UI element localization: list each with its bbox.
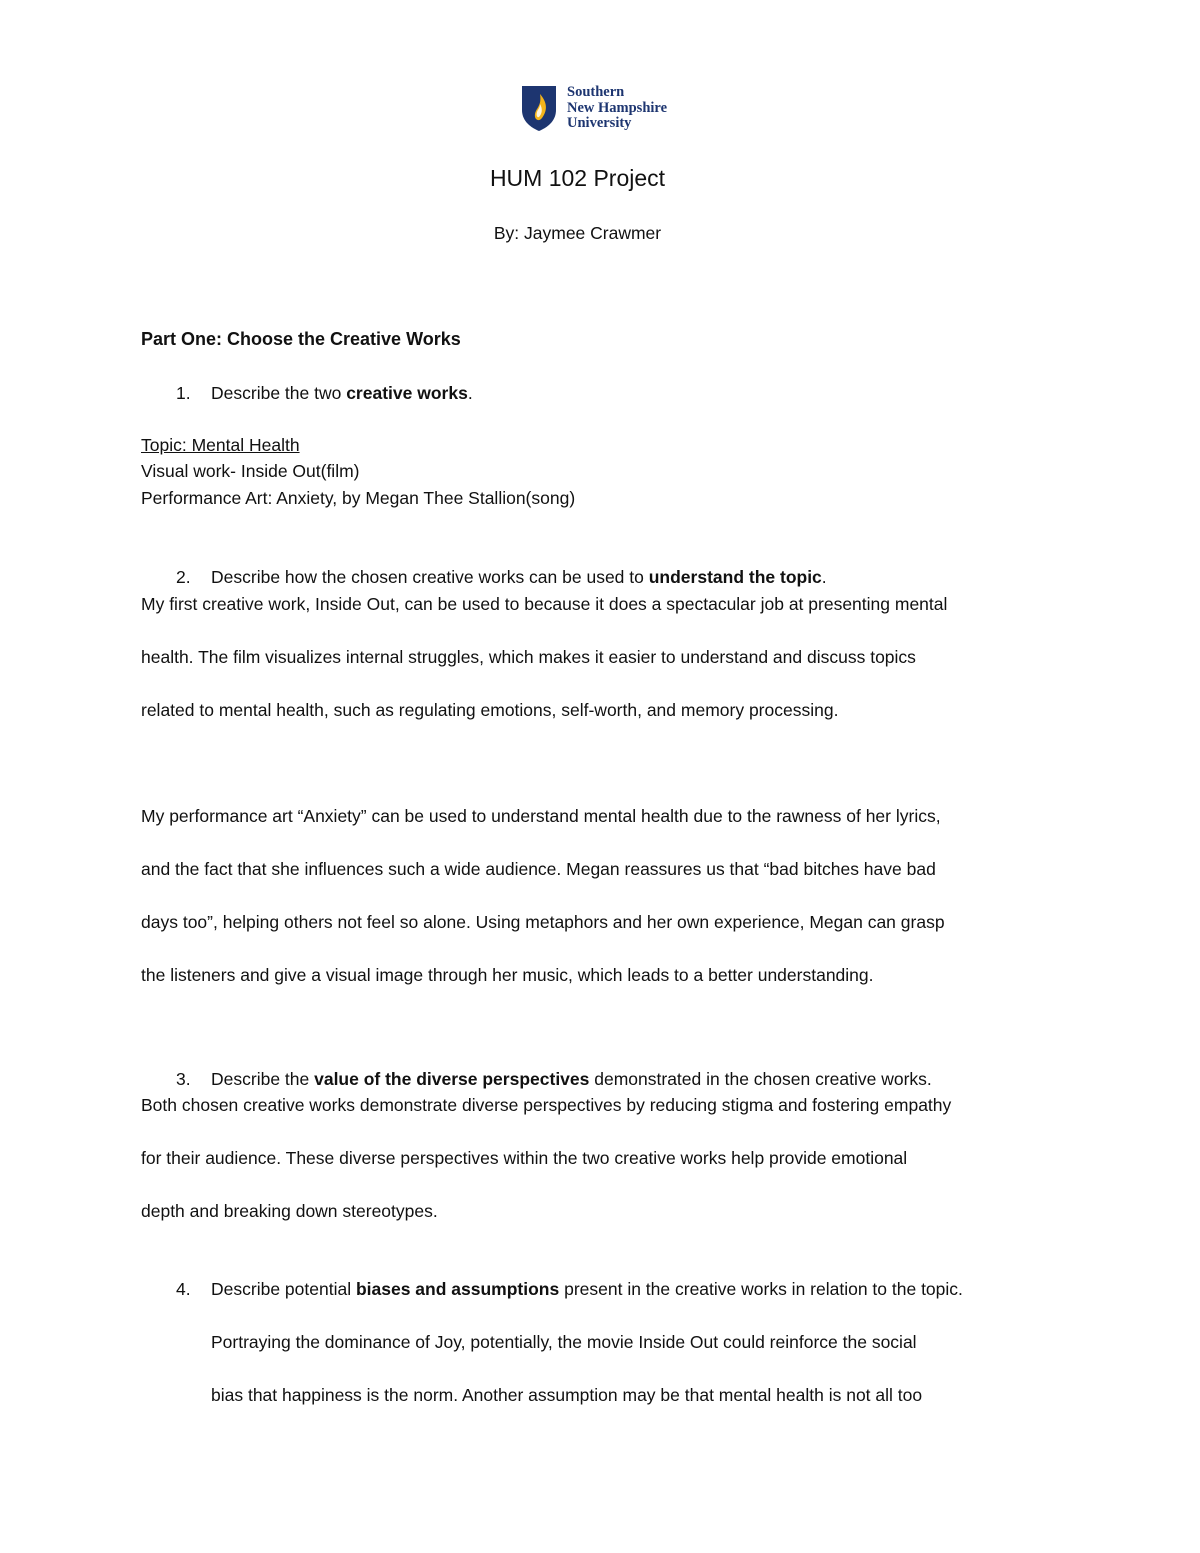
paragraph-line: the listeners and give a visual image through her music, which leads to a better understanding. bbox=[141, 965, 874, 985]
q2-answer-paragraph-1 bbox=[141, 593, 1071, 752]
paragraph-line: depth and breaking down stereotypes. bbox=[141, 1201, 438, 1221]
q2-prefix: Describe how the chosen creative works can be used to bbox=[211, 567, 649, 587]
shield-flame-icon bbox=[520, 84, 560, 132]
q3-answer-paragraph bbox=[141, 1094, 1071, 1253]
q1-bold: creative works bbox=[346, 383, 468, 403]
q1-number: 1. bbox=[176, 383, 191, 403]
q4-prefix: Describe potential bbox=[211, 1279, 356, 1299]
q3-number: 3. bbox=[176, 1069, 191, 1089]
university-logo bbox=[520, 84, 690, 132]
paragraph-line: bias that happiness is the norm. Another assumption may be that mental health is not all too bbox=[211, 1385, 923, 1405]
paragraph-line: My performance art “Anxiety” can be used to understand mental health due to the rawness of her lyrics, bbox=[141, 806, 941, 826]
performance-art-line: Performance Art: Anxiety, by Megan Thee Stallion(song) bbox=[141, 488, 576, 508]
paragraph-line: My first creative work, Inside Out, can be used to because it does a spectacular job at presenting mental bbox=[141, 594, 948, 614]
q4-suffix: present in the creative works in relation to the topic. bbox=[559, 1279, 963, 1299]
q4-question bbox=[211, 1279, 963, 1300]
paragraph-line: for their audience. These diverse perspectives within the two creative works help provide emotional bbox=[141, 1148, 908, 1168]
q1-question bbox=[211, 383, 473, 404]
paragraph-line: and the fact that she influences such a wide audience. Megan reassures us that “bad bitches have bad bbox=[141, 859, 936, 879]
q4-bold: biases and assumptions bbox=[355, 1279, 560, 1299]
q2-suffix: . bbox=[821, 567, 827, 587]
q1-prefix: Describe the two bbox=[211, 383, 347, 403]
q3-prefix: Describe the bbox=[211, 1069, 315, 1089]
q2-answer-paragraph-2 bbox=[141, 805, 1071, 1017]
logo-wordmark: Southern New Hampshire University bbox=[567, 84, 668, 131]
q2-question bbox=[211, 567, 827, 588]
paragraph-line: Both chosen creative works demonstrate diverse perspectives by reducing stigma and fostering empathy bbox=[141, 1095, 952, 1115]
paragraph-line: related to mental health, such as regulating emotions, self-worth, and memory processing. bbox=[141, 700, 839, 720]
author-byline: By: Jaymee Crawmer bbox=[493, 223, 662, 243]
q3-question bbox=[211, 1069, 932, 1090]
q2-bold: understand the topic bbox=[648, 567, 822, 587]
q1-suffix: . bbox=[467, 383, 473, 403]
visual-work-line: Visual work- Inside Out(film) bbox=[141, 461, 360, 481]
q3-bold: value of the diverse perspectives bbox=[314, 1069, 590, 1089]
paragraph-line: Portraying the dominance of Joy, potentially, the movie Inside Out could reinforce the social bbox=[211, 1332, 917, 1352]
q2-number: 2. bbox=[176, 567, 191, 587]
q4-number: 4. bbox=[176, 1279, 191, 1299]
paragraph-line: days too”, helping others not feel so alone. Using metaphors and her own experience, Megan can grasp bbox=[141, 912, 945, 932]
q4-answer-paragraph bbox=[211, 1331, 1071, 1437]
q3-suffix: demonstrated in the chosen creative works. bbox=[589, 1069, 932, 1089]
document-title: HUM 102 Project bbox=[489, 165, 666, 191]
topic-line: Topic: Mental Health bbox=[141, 435, 300, 455]
part-one-heading: Part One: Choose the Creative Works bbox=[141, 329, 461, 349]
paragraph-line: health. The film visualizes internal struggles, which makes it easier to understand and discuss topics bbox=[141, 647, 916, 667]
